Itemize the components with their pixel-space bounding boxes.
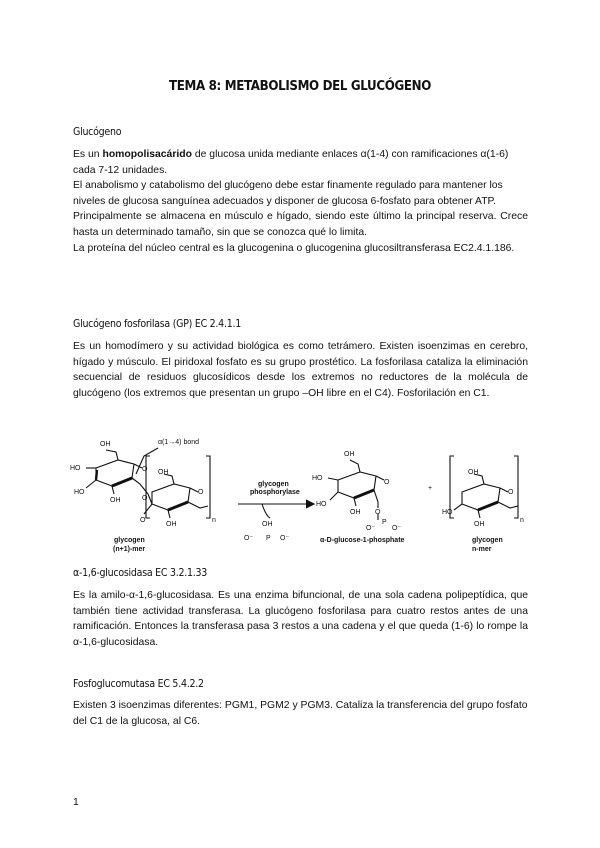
left-caption: glycogen <box>114 537 145 544</box>
section-heading-fosforilasa: Glucógeno fosforilasa (GP) EC 2.4.1.1 <box>73 317 241 330</box>
paragraph <box>73 147 528 178</box>
ho-label: HO <box>70 465 81 472</box>
oh-label: OH <box>110 497 121 504</box>
ho-label: HO <box>74 489 85 496</box>
bond-label: α(1→4) bond <box>158 439 200 446</box>
ho-label: HO <box>312 475 323 482</box>
o-label: O <box>375 509 381 516</box>
page-title: TEMA 8: METABOLISMO DEL GLUCÓGENO <box>169 78 431 94</box>
enzyme-label: phosphorylase <box>250 489 300 496</box>
oh-label: OH <box>474 521 485 528</box>
section-heading-fosfoglucomutasa: Fosfoglucomutasa EC 5.4.2.2 <box>73 677 204 690</box>
text-run: de glucosa unida mediante enlaces α(1-4) con ramificaciones α(1-6) cada 7-12 unidades. <box>73 149 509 176</box>
o-label: O <box>140 517 146 524</box>
oh-label: OH <box>262 521 273 528</box>
o-label: O <box>142 495 148 502</box>
ho-label: HO <box>316 501 327 508</box>
phosphate-charge: O⁻ <box>280 535 290 542</box>
p-label: P <box>382 519 387 526</box>
glucose-ring <box>462 484 500 510</box>
text-run: Es un <box>73 149 103 160</box>
paragraph: Es un homodímero y su actividad biológica es como tetrámero. Existen isoenzimas en cerebro, hígado y músculo. El piridoxal fosfato es su grupo prostético. La fosforilasa cataliza la eliminación secuencial de residuos glucosídicos desde los extremos no reductores de la molécula de glucógeno (los extremos que presentan un grupo –OH libre en el C4). Fosforilación en C1. <box>73 341 528 399</box>
right-caption: glycogen <box>472 537 503 544</box>
n-subscript: n <box>520 517 524 524</box>
glucose-ring <box>338 472 376 498</box>
o-label: O <box>384 479 390 486</box>
section-body-fosfoglucomutasa <box>73 698 528 729</box>
section-heading-glucosidasa: α-1,6-glucosidasa EC 3.2.1.33 <box>73 566 208 579</box>
paragraph: La proteína del núcleo central es la glucogenina o glucogenina glucosiltransferasa EC2.4.1.186. <box>73 242 515 254</box>
o-label: O <box>198 489 204 496</box>
paragraph: Existen 3 isoenzimas diferentes: PGM1, PGM2 y PGM3. Cataliza la transferencia del grupo fosfato del C1 de la glucosa, al C6. <box>73 700 528 727</box>
ho-label: HO <box>442 509 453 516</box>
glucose-ring <box>96 460 134 486</box>
bold-term: homopolisacárido <box>102 149 192 160</box>
section-body-glucogeno <box>73 147 528 256</box>
paragraph: Principalmente se almacena en músculo e hígado, siendo este último la principal reserva. Crece hasta un determinado tamaño, sin que se conozca qué lo limita. <box>73 211 528 238</box>
o-label: O <box>142 466 148 473</box>
paragraph: El anabolismo y catabolismo del glucógeno debe estar finamente regulado para mantener los niveles de glucosa sanguínea adecuados y disponer de glucosa 6-fosfato para obtener ATP. <box>73 180 503 207</box>
oh-label: OH <box>166 521 177 528</box>
oh-label: OH <box>344 451 355 458</box>
section-body-fosforilasa <box>73 339 528 401</box>
n-subscript: n <box>212 517 216 524</box>
oh-label: OH <box>100 441 111 448</box>
plus-sign: + <box>428 485 433 492</box>
reaction-svg <box>66 434 536 559</box>
paragraph: Es la amilo-α-1,6-glucosidasa. Es una enzima bifuncional, de una sola cadena polipeptídica, que también tiene actividad transferasa. La glucógeno fosforilasa para cuatro restos antes de una ramificación. Entonces la transferasa pasa 3 restos a una cadena y el que queda (1-6) lo rompe la α-1,6-glucosidasa. <box>73 590 528 648</box>
left-caption: (n+1)-mer <box>113 546 146 553</box>
p-label: P <box>266 535 271 542</box>
phosphate-charge: O⁻ <box>244 535 254 542</box>
phosphate-charge: O⁻ <box>366 525 376 532</box>
section-heading-glucogeno: Glucógeno <box>73 125 122 138</box>
right-caption: n-mer <box>472 546 492 553</box>
oh-label: OH <box>158 469 169 476</box>
page-number: 1 <box>73 797 79 808</box>
glucose-ring <box>152 484 190 510</box>
section-body-glucosidasa <box>73 588 528 650</box>
phosphate-charge: O⁻ <box>392 525 402 532</box>
glycogen-phosphorylase-reaction-diagram <box>66 434 536 559</box>
oh-label: OH <box>468 469 479 476</box>
product-caption: α-D-glucose-1-phosphate <box>320 537 405 544</box>
o-label: O <box>508 489 514 496</box>
enzyme-label: glycogen <box>258 481 289 488</box>
oh-label: OH <box>350 509 361 516</box>
